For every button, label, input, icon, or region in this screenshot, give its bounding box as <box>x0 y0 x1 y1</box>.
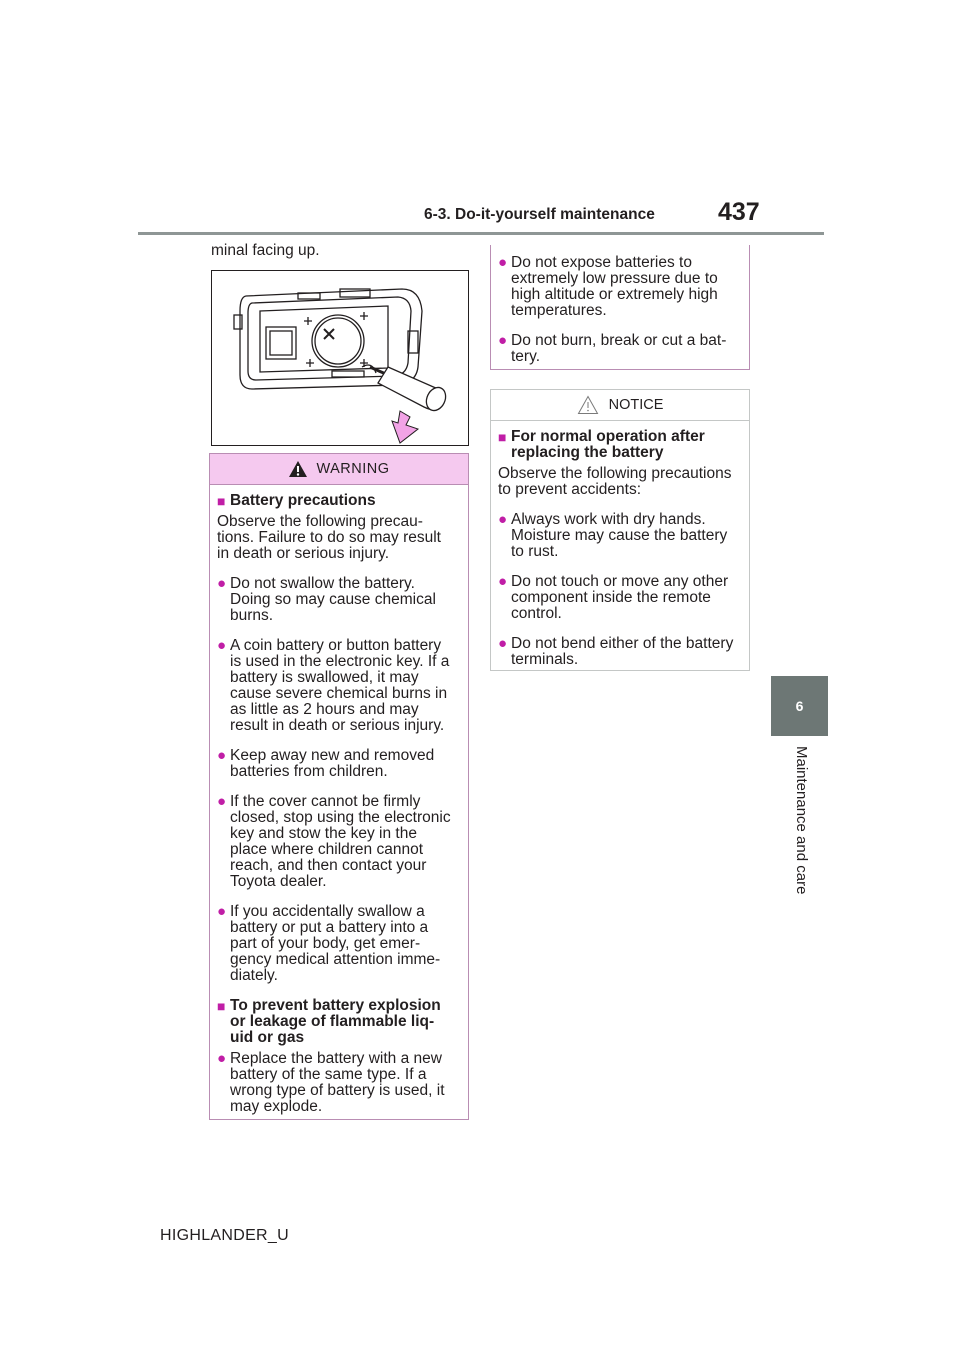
notice-label: NOTICE <box>608 397 664 413</box>
bullet-icon: ● <box>498 573 508 590</box>
list-item: ● Do not expose batteries to extremely low pressure due to high altitude or extremely high temperatures. <box>498 254 718 319</box>
bullet-icon: ● <box>498 332 508 349</box>
warning-heading-2: ■ To prevent battery explosion or leakage of flammable liq- uid or gas <box>217 997 441 1046</box>
chapter-title: Maintenance and care <box>793 746 810 895</box>
battery-figure <box>211 270 469 446</box>
warning-label: WARNING <box>316 461 390 477</box>
warning-triangle-icon <box>288 460 308 478</box>
bullet-icon: ● <box>217 575 227 592</box>
notice-box <box>490 389 750 671</box>
list-item: ● A coin battery or button battery is used in the electronic key. If a battery is swallowed, it may cause severe chemical burns in as little as 2 hours and may result in death or serious injury. <box>217 637 450 734</box>
bullet-icon: ● <box>498 511 508 528</box>
bullet-icon: ● <box>217 637 227 654</box>
list-item: ● Always work with dry hands. Moisture may cause the battery to rust. <box>498 511 728 560</box>
list-item: ● Do not bend either of the battery terminals. <box>498 635 734 668</box>
list-item: ● Do not swallow the battery. Doing so may cause chemical burns. <box>217 575 436 624</box>
warning-heading-1: ■ Battery precautions <box>217 492 376 509</box>
bullet-icon: ● <box>217 1050 227 1067</box>
list-item: ● Replace the battery with a new battery of the same type. If a wrong type of battery is used, it may explode. <box>217 1050 445 1115</box>
chapter-tab: 6 <box>771 676 828 736</box>
warning-box <box>209 453 469 1120</box>
notice-header <box>491 390 749 421</box>
notice-intro: Observe the following precautions to prevent accidents: <box>498 465 732 498</box>
list-item: ● Keep away new and removed batteries from children. <box>217 747 435 780</box>
list-item: ● Do not burn, break or cut a bat- tery. <box>498 332 727 365</box>
bullet-icon: ● <box>217 747 227 764</box>
intro-text: minal facing up. <box>211 242 320 259</box>
warning-intro: Observe the following precau- tions. Failure to do so may result in death or serious injury. <box>217 513 441 562</box>
coin-battery <box>312 315 364 367</box>
bullet-icon: ● <box>217 903 227 920</box>
notice-triangle-icon <box>577 395 599 415</box>
list-item: ● If the cover cannot be firmly closed, stop using the electronic key and stow the key in the place where children cannot reach, and then contact your Toyota dealer. <box>217 793 451 890</box>
header-section-title: 6-3. Do-it-yourself maintenance <box>424 206 655 223</box>
bullet-icon: ● <box>498 635 508 652</box>
bullet-icon: ● <box>498 254 508 271</box>
notice-heading: ■ For normal operation after replacing the battery <box>498 428 705 461</box>
footer-model: HIGHLANDER_U <box>160 1227 289 1244</box>
list-item: ● Do not touch or move any other component inside the remote control. <box>498 573 729 622</box>
key-battery-illustration <box>212 271 468 445</box>
press-arrow-icon <box>392 411 418 443</box>
page-number: 437 <box>718 198 760 226</box>
warning-continued-box <box>490 245 750 370</box>
list-item: ● If you accidentally swallow a battery or put a battery into a part of your body, get emer- gency medical attention imme- diately. <box>217 903 441 984</box>
header-rule <box>138 232 824 235</box>
warning-header <box>210 454 468 485</box>
bullet-icon: ● <box>217 793 227 810</box>
